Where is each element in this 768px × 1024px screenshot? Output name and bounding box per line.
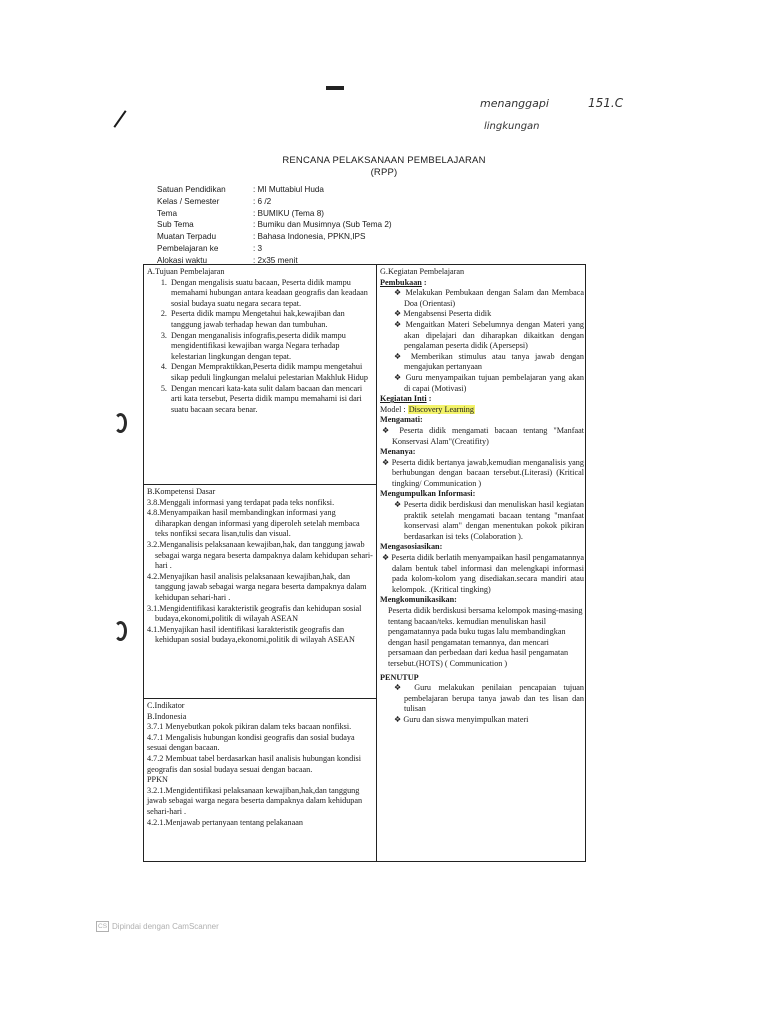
- handwritten-note: 151.C: [588, 96, 624, 110]
- step-heading: Mengumpulkan Informasi:: [380, 489, 476, 499]
- item-text: Menggali informasi yang terdapat pada teks nonfiksi.: [159, 497, 335, 507]
- punch-hole-mark: [114, 413, 127, 433]
- identity-row: [157, 184, 392, 196]
- item-code: 4.2.: [147, 571, 160, 581]
- identity-label: Kelas / Semester: [157, 196, 220, 206]
- bullet-icon: ❖: [382, 553, 390, 563]
- heading-colon: :: [426, 394, 432, 404]
- list-item: 2. Peserta didik mampu Mengetahui hak,kewajiban dan tanggung jawab terhadap hewan dan tumbuhan.: [169, 309, 373, 330]
- item-code: 3.2.1.: [147, 785, 166, 795]
- item-text: Mengidentifikasi karakteristik geografis dan kehidupan sosial budaya,ekonomi,politik di wilayah ASEAN: [155, 603, 362, 624]
- list-item: [392, 320, 584, 352]
- subject-label: B.Indonesia: [147, 711, 187, 721]
- bullet-icon: ❖: [394, 714, 402, 724]
- row-divider: [144, 698, 376, 699]
- scanner-watermark: [96, 921, 219, 932]
- list-item: 3. Dengan menganalisis infografis,peserta didik mampu mengidentifikasi kewajiban warga Negara terhadap kelestarian lingkungan dengan tepat.: [169, 331, 373, 363]
- heading-text: Kegiatan Inti: [380, 394, 427, 404]
- item-code: 4.7.1: [147, 732, 164, 742]
- item-text: Memberikan stimulus atau tanya jawab dengan mengajukan pertanyaan: [404, 351, 584, 372]
- competencies-section: [147, 487, 373, 646]
- item-text: Menyampaikan hasil membandingkan informasi yang diharapkan dengan informasi yang diperoleh setelah membaca teks nonfiksi secara lisan,tulis dan visual.: [155, 508, 360, 539]
- list-item: [380, 426, 584, 447]
- item-text: Menyajikan hasil identifikasi karakteristik geografis dan kehidupan sosial budaya,ekonomi,politik di wilayah ASEAN: [155, 624, 355, 645]
- model-line: [380, 405, 584, 416]
- list-item: [392, 500, 584, 542]
- list-item: [147, 572, 373, 604]
- list-item: [392, 309, 584, 320]
- identity-block: [157, 184, 392, 267]
- item-text: Guru menyampaikan tujuan pembelajaran yang akan di capai (Motivasi): [404, 372, 585, 393]
- list-item: [147, 786, 373, 818]
- step-heading: PENUTUP: [380, 672, 419, 682]
- bullet-icon: ❖: [394, 288, 403, 298]
- section-title: B.Kompetensi Dasar: [147, 487, 216, 496]
- item-text: Mengalisis hubungan kondisi geografis dan sosial budaya sesuai dengan bacaan.: [147, 732, 355, 753]
- item-text: Mengidentifikasi pelaksanaan kewajiban,hak,dan tanggung jawab sebagai warga negara beserta dampaknya dalam kehidupan sehari-hari .: [147, 785, 363, 816]
- lesson-plan-table: [143, 264, 586, 862]
- identity-row: [157, 231, 392, 243]
- identity-label: Tema: [157, 208, 178, 218]
- heading-colon: :: [421, 277, 427, 287]
- item-text: Mengaitkan Materi Sebelumnya dengan Materi yang akan dipelajari dan diharapkan dikaitkan dengan pengalaman peserta didik (Apersepsi): [404, 319, 585, 351]
- item-text: Melakukan Pembukaan dengan Salam dan Membaca Doa (Orientasi): [404, 288, 584, 308]
- bullet-icon: ❖: [394, 500, 402, 510]
- list-item: [147, 818, 373, 829]
- model-value: Discovery Learning: [408, 404, 474, 414]
- bullet-icon: ❖: [382, 457, 390, 467]
- identity-label: Sub Tema: [157, 220, 194, 230]
- list-item: [147, 540, 373, 572]
- item-code: 3.1.: [147, 603, 160, 613]
- step-heading: Mengkomunikasikan:: [380, 595, 457, 605]
- item-text: Menjawab pertanyaan tentang pelakanaan: [165, 817, 303, 827]
- item-code: 4.7.2: [147, 753, 164, 763]
- item-text: Peserta didik bertanya jawab,kemudian menganalisis yang berhubungan dengan bacaan tersebut.(Literasi) (Kritical tingking/ Communication ): [391, 457, 584, 488]
- title-line: RENCANA PELAKSANAAN PEMBELAJARAN: [282, 155, 486, 166]
- item-text: Peserta didik mengamati bacaan tentang "Manfaat Konservasi Alam"(Creatifity): [392, 425, 585, 446]
- subsection-heading: [380, 278, 584, 289]
- bullet-icon: ❖: [394, 319, 403, 329]
- objectives-section: [147, 267, 373, 415]
- punch-hole-mark: [114, 621, 127, 641]
- list-item: [392, 352, 584, 373]
- item-text: Menyajikan hasil analisis pelaksanaan kewajiban,hak, dan tanggung jawab sebagai warga negara beserta dampaknya dalam kehidupan sehari-hari .: [155, 571, 367, 602]
- subsection-heading: [380, 394, 584, 405]
- identity-value: : Bumiku dan Musimnya (Sub Tema 2): [253, 220, 392, 230]
- row-divider: [144, 484, 376, 485]
- identity-value: : 2x35 menit: [253, 255, 298, 265]
- item-text: Menganalisis pelaksanaan kewajiban,hak, dan tanggung jawab sebagai warga negara beserta dampaknya dalam kehidupan sehari-hari .: [155, 539, 373, 571]
- list-item: [380, 553, 584, 595]
- item-code: 4.8.: [147, 508, 160, 518]
- list-item: [147, 604, 373, 625]
- pen-stroke: [113, 110, 126, 128]
- camscanner-logo: CS: [98, 923, 108, 930]
- identity-value: : BUMIKU (Tema 8): [253, 208, 324, 218]
- list-item: [147, 498, 373, 509]
- handwritten-note: menanggapi: [480, 97, 549, 110]
- list-item: [147, 508, 373, 540]
- indicators-section: [147, 701, 373, 828]
- item-text: Guru dan siswa menyimpulkan materi: [403, 714, 529, 724]
- heading-text: Pembukaan: [380, 277, 422, 287]
- item-code: 4.2.1.: [147, 817, 166, 827]
- subject-label: PPKN: [147, 775, 168, 785]
- list-item: [392, 373, 584, 394]
- bullet-icon: ❖: [394, 309, 402, 319]
- identity-row: [157, 196, 392, 208]
- identity-value: : MI Muttabiul Huda: [253, 185, 324, 194]
- item-text: Membuat tabel berdasarkan hasil analisis hubungan kondisi geografis dan sosial budaya sesuai dengan bacaan.: [147, 753, 361, 774]
- list-item: [147, 754, 373, 775]
- section-title: G.Kegiatan Pembelajaran: [380, 267, 465, 276]
- step-heading: Menanya:: [380, 447, 416, 457]
- scan-mark: [326, 86, 344, 90]
- item-text: Peserta didik berlatih menyampaikan hasil pengamatannya dalam bentuk tabel informasi dan melengkapi informasi pada kolom-kolom yang disediakan.secara mandiri atau kelompok. .(Kritical tingking): [391, 553, 585, 594]
- list-item: 5. Dengan mencari kata-kata sulit dalam bacaan dan mencari arti kata tersebut, Peserta didik mampu memahami isi dari suatu bacaan secara benar.: [169, 384, 373, 416]
- handwritten-note: lingkungan: [484, 121, 540, 132]
- identity-value: : 6 /2: [253, 196, 272, 206]
- item-text: Menyebutkan pokok pikiran dalam teks bacaan nonfiksi.: [165, 722, 352, 732]
- item-text: Peserta didik berdiskusi dan menuliskan hasil kegiatan praktik setelah mengamati bacaan tentang "manfaat konservasi alam" dengan menentukan pokok pikiran berdasarkan isi teks (Colaboration ).: [403, 500, 585, 541]
- objectives-list: [147, 278, 373, 416]
- item-text: Mengabsensi Peserta didik: [403, 309, 492, 319]
- list-item: [392, 715, 584, 726]
- list-item: [147, 733, 373, 754]
- identity-label: Pembelajaran ke: [157, 243, 219, 253]
- bullet-icon: ❖: [394, 683, 407, 693]
- item-code: 4.1.: [147, 624, 160, 634]
- identity-label: Satuan Pendidikan: [157, 185, 226, 194]
- list-item: [392, 288, 584, 309]
- list-item: 4. Dengan Mempraktikkan,Peserta didik mampu mengetahui sikap peduli lingkungan melalui pelestarian Makhluk Hidup: [169, 362, 373, 383]
- title-line: (RPP): [370, 167, 398, 178]
- list-item: [392, 683, 584, 715]
- identity-label: Muatan Terpadu: [157, 232, 217, 242]
- column-divider: [376, 265, 377, 861]
- item-code: 3.8.: [147, 497, 160, 507]
- list-item: [147, 722, 373, 733]
- section-title: A.Tujuan Pembelajaran: [147, 267, 225, 276]
- item-code: 3.2.: [147, 539, 160, 549]
- step-heading: Mengasosiasikan:: [380, 542, 443, 552]
- bullet-icon: ❖: [394, 372, 403, 382]
- bullet-icon: ❖: [394, 351, 406, 361]
- watermark-text: Dipindai dengan CamScanner: [112, 922, 219, 931]
- identity-value: : Bahasa Indonesia, PPKN,IPS: [253, 232, 366, 242]
- identity-row: [157, 243, 392, 255]
- item-code: 3.7.1: [147, 722, 164, 732]
- identity-value: : 3: [253, 243, 263, 253]
- document-title: [0, 155, 768, 179]
- list-item: 1. Dengan mengalisis suatu bacaan, Peserta didik mampu memahami hubungan antara keadaan geografis dan keadaan sosial budaya suatu negara secara tepat.: [169, 278, 373, 310]
- list-item: [380, 458, 584, 490]
- activities-section: [380, 267, 584, 726]
- step-heading: Mengamati:: [380, 415, 423, 425]
- identity-label: Alokasi waktu: [157, 255, 208, 265]
- identity-row: [157, 219, 392, 231]
- bullet-icon: ❖: [382, 425, 394, 435]
- model-label: Model :: [380, 404, 408, 414]
- paragraph: Peserta didik berdiskusi bersama kelompok masing-masing tentang bacaan/teks. kemudian menuliskan hasil pengamatannya pada buku tugas lalu membandingkan dengan hasil pengamatan temannya, dan mencari persamaan dan perbedaan dari kedua hasil pengamatan tersebut.(HOTS) ( Communication ): [388, 606, 583, 668]
- section-title: C.Indikator: [147, 701, 185, 710]
- list-item: [147, 625, 373, 646]
- item-text: Guru melakukan penilaian pencapaian tujuan pembelajaran berupa tanya jawab dan tes lisan dan tulisan: [404, 683, 585, 714]
- identity-row: [157, 208, 392, 220]
